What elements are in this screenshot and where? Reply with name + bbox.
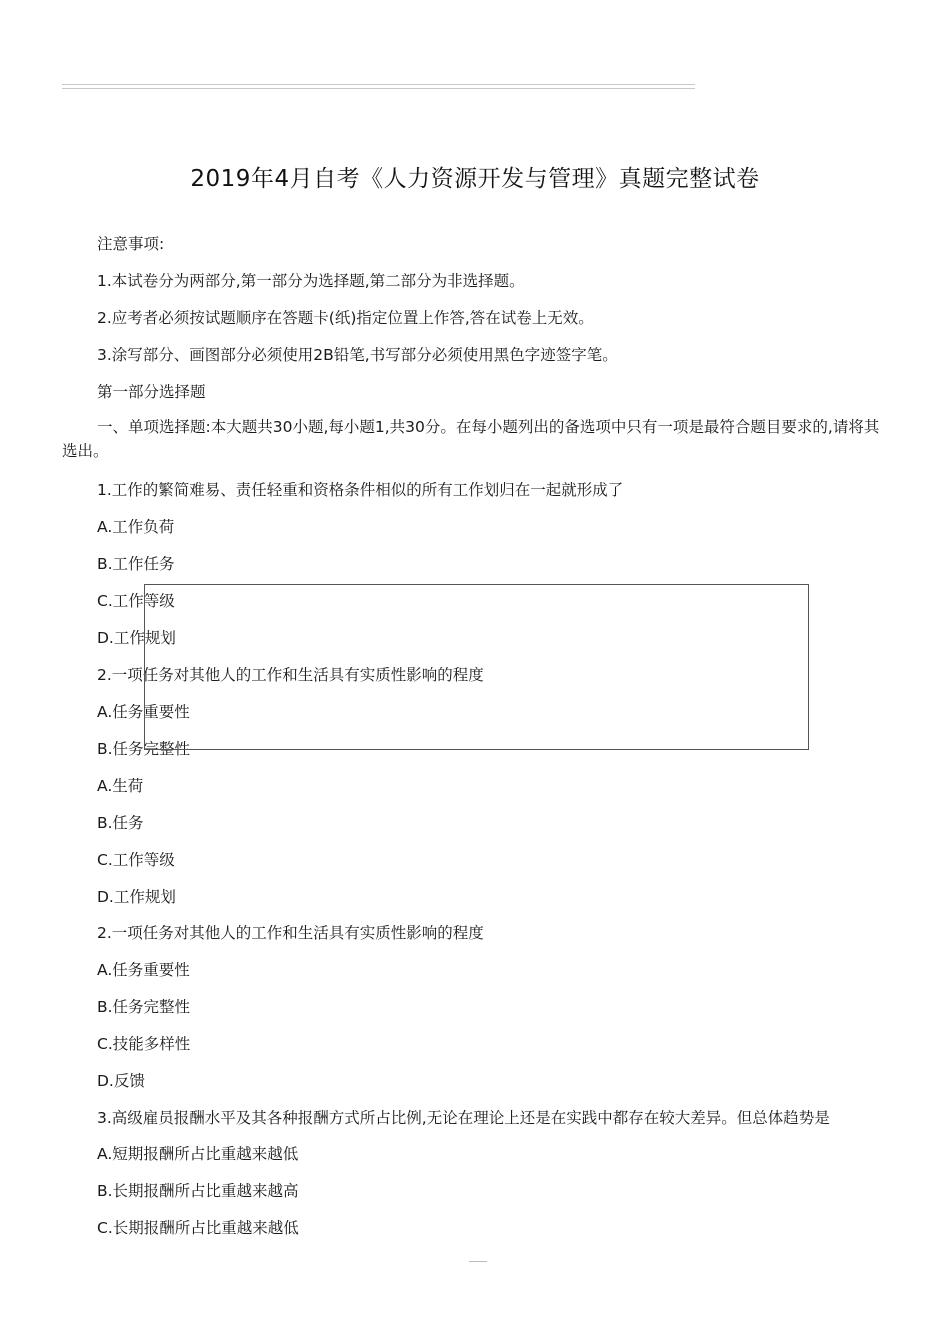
section-intro: 一、单项选择题:本大题共30小题,每小题1,共30分。在每小题列出的备选项中只有一项是最符合题目要求的,请将其选出。	[62, 418, 880, 460]
answer-option: C.工作等级	[97, 851, 175, 869]
question-text: 2.一项任务对其他人的工作和生活具有实质性影响的程度	[97, 924, 484, 942]
answer-option: A.工作负荷	[97, 518, 175, 536]
page-footer-mark	[469, 1261, 487, 1266]
question-text: 2.一项任务对其他人的工作和生活具有实质性影响的程度	[97, 666, 484, 684]
answer-option: B.任务完整性	[97, 998, 191, 1016]
note-item: 3.涂写部分、画图部分必须使用2B铅笔,书写部分必须使用黑色字迹签字笔。	[97, 346, 618, 364]
notes-heading: 注意事项:	[97, 235, 165, 253]
document-title: 2019年4月自考《人力资源开发与管理》真题完整试卷	[190, 166, 760, 192]
answer-option: A.任务重要性	[97, 961, 190, 979]
note-item: 2.应考者必须按试题顺序在答题卡(纸)指定位置上作答,答在试卷上无效。	[97, 309, 594, 327]
answer-option: A.短期报酬所占比重越来越低	[97, 1145, 299, 1163]
answer-option: D.工作规划	[97, 629, 176, 647]
answer-option: C.长期报酬所占比重越来越低	[97, 1219, 299, 1237]
note-item: 1.本试卷分为两部分,第一部分为选择题,第二部分为非选择题。	[97, 272, 525, 290]
answer-option: B.长期报酬所占比重越来越高	[97, 1182, 299, 1200]
question-text: 3.高级雇员报酬水平及其各种报酬方式所占比例,无论在理论上还是在实践中都存在较大差异。但总体趋势是	[97, 1109, 830, 1127]
answer-option: B.工作任务	[97, 555, 175, 573]
answer-option: C.技能多样性	[97, 1035, 191, 1053]
header-rule	[62, 84, 695, 89]
answer-option: D.工作规划	[97, 888, 176, 906]
question-text: 1.工作的繁简难易、责任轻重和资格条件相似的所有工作划归在一起就形成了	[97, 481, 624, 499]
overlay-frame	[144, 584, 809, 750]
answer-option: D.反馈	[97, 1072, 145, 1090]
part-heading: 第一部分选择题	[97, 383, 206, 401]
answer-option: C.工作等级	[97, 592, 175, 610]
answer-option: B.任务	[97, 814, 144, 832]
answer-option: B.任务完整性	[97, 740, 191, 758]
answer-option: A.生荷	[97, 777, 144, 795]
answer-option: A.任务重要性	[97, 703, 190, 721]
